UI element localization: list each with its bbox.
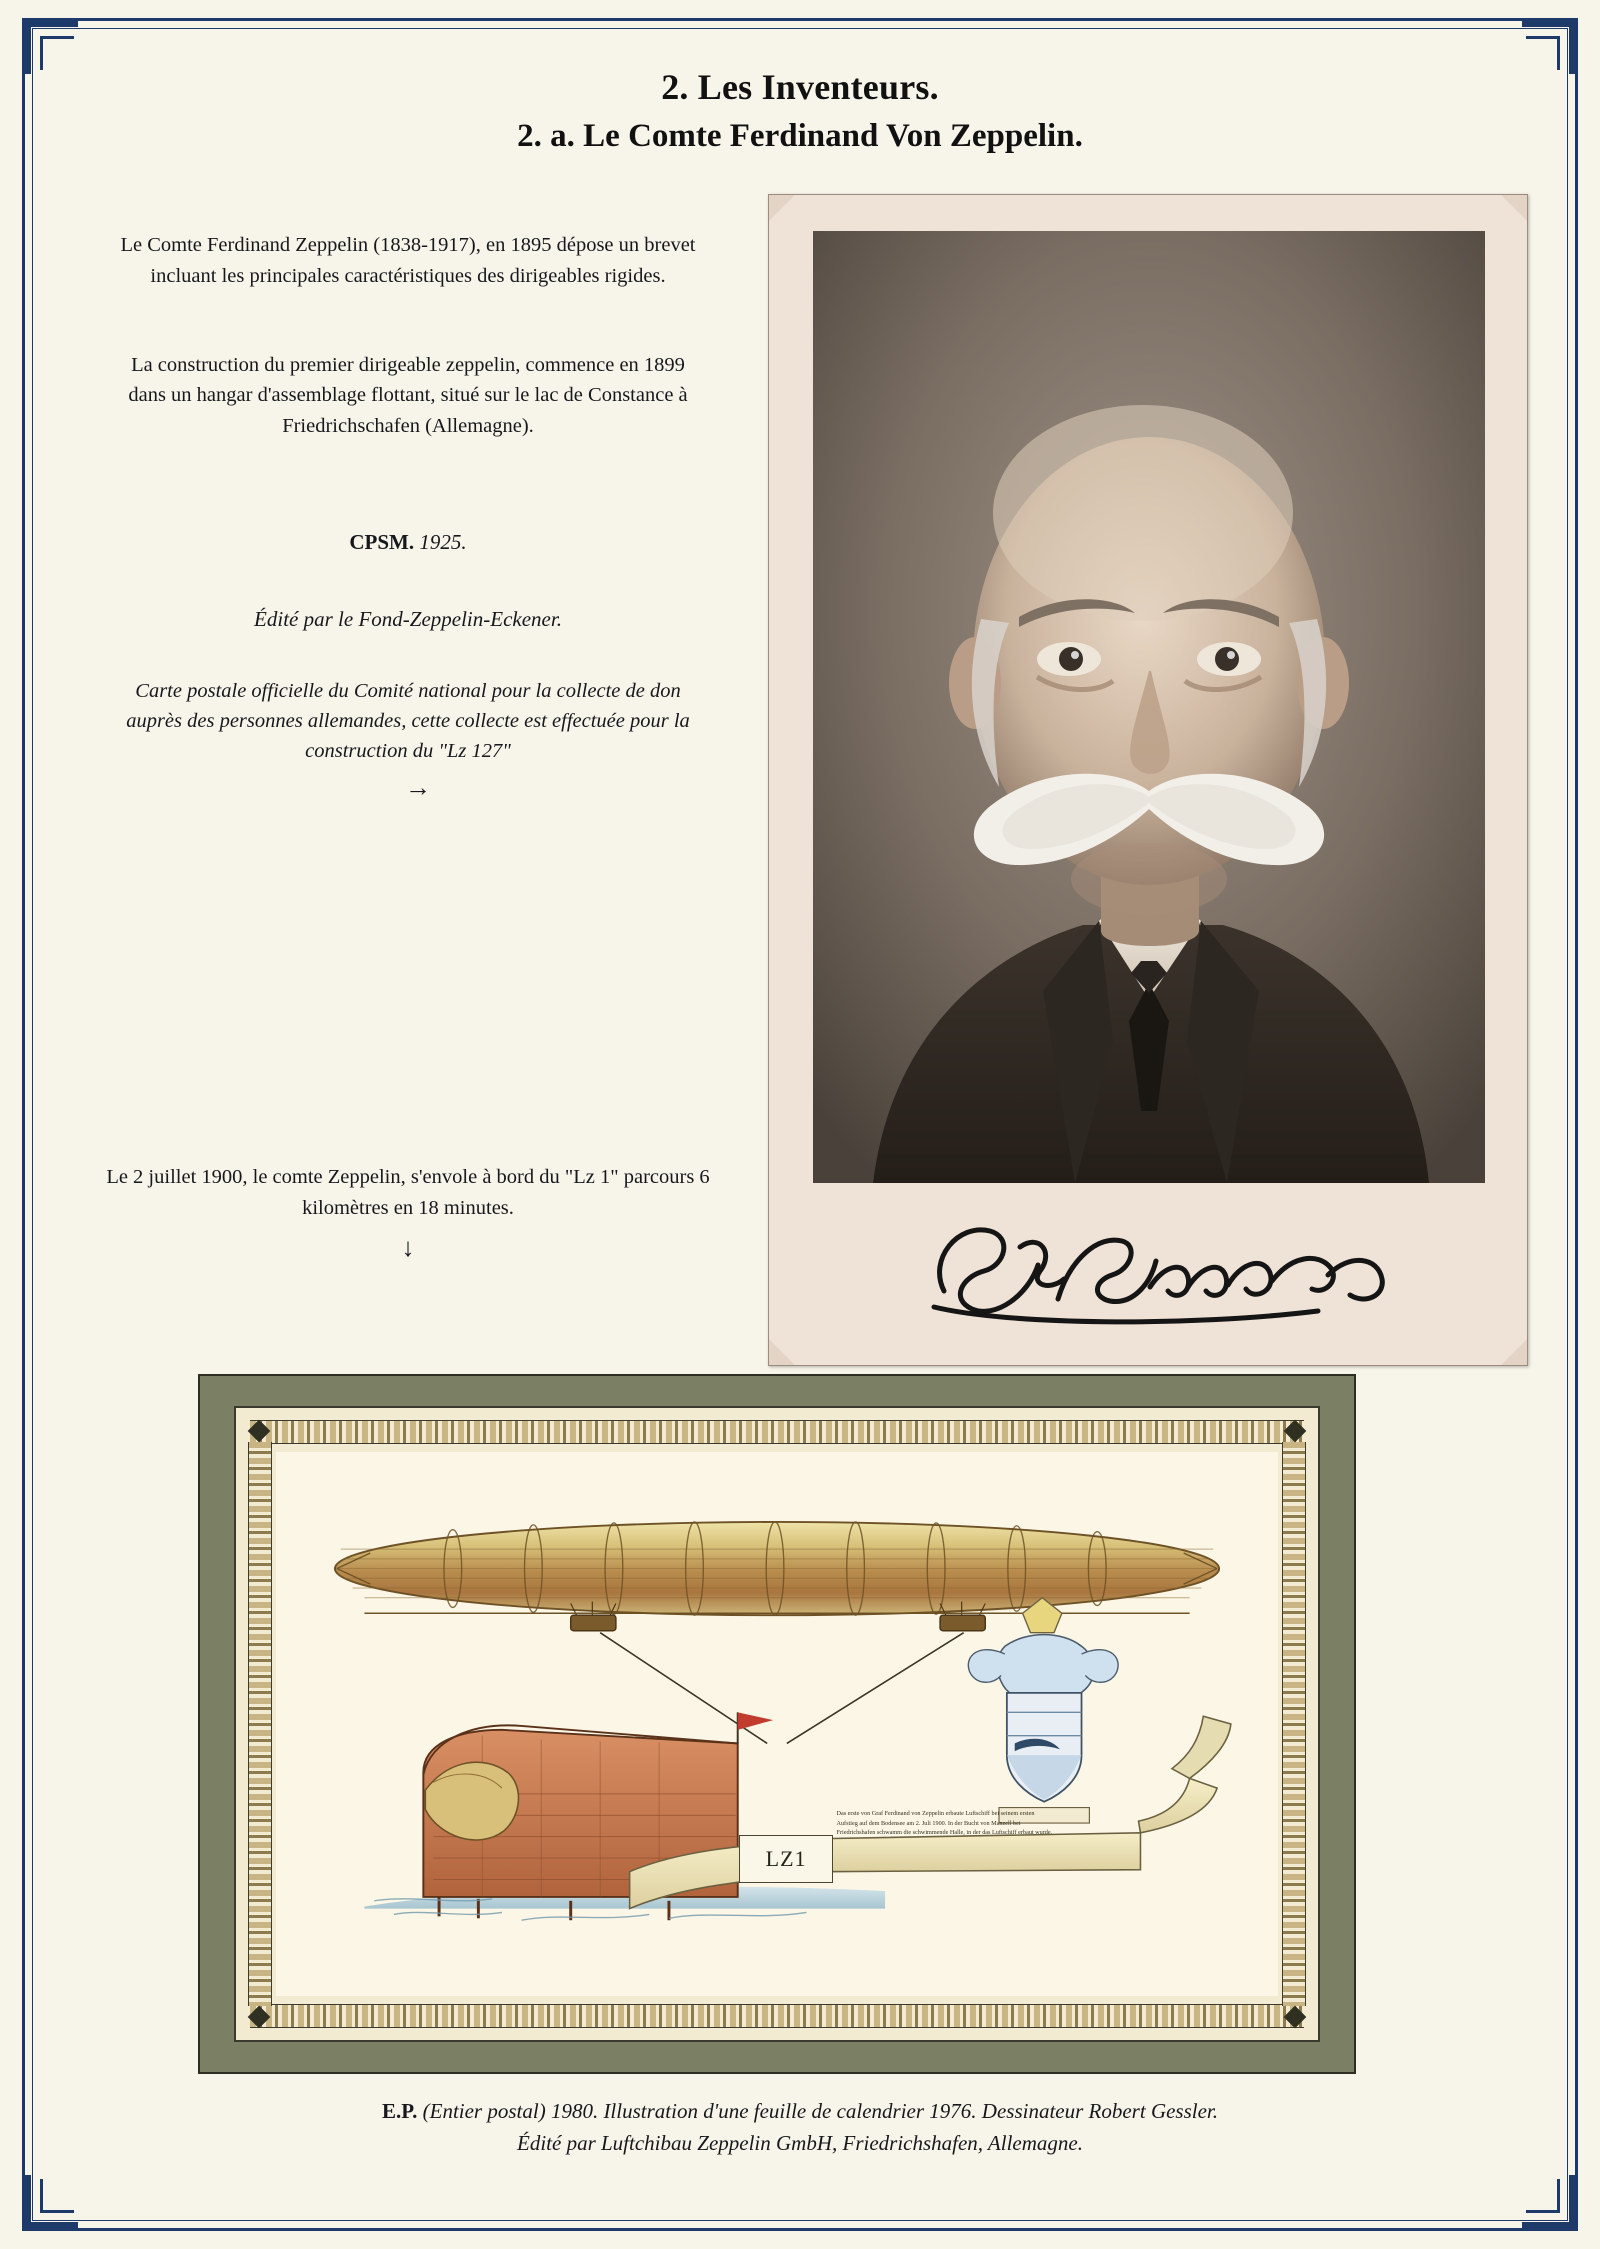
page-content — [50, 44, 1550, 2205]
page-title: 2. Les Inventeurs. — [661, 67, 939, 107]
ornamental-band-left — [248, 1442, 272, 2006]
german-caption-text: Das erste von Graf Ferdinand von Zeppelin erbaute Luftschiff bei seinem ersten Aufstieg auf dem Bodensee am 2. Juli 1900. In der Bucht von Manzell bei Friedrichshafen schwamm die schwimmende Halle, in der das Luftschiff erbaut wurde. — [836, 1810, 1053, 1836]
ornamental-band-bottom — [250, 2004, 1304, 2028]
cpsm-year: 1925. — [414, 529, 467, 554]
lz1-flight-note-block — [78, 1162, 738, 1267]
entier-postal-inner — [234, 1406, 1320, 2042]
zeppelin-portrait-photo — [813, 231, 1485, 1183]
page-subtitle: 2. a. Le Comte Ferdinand Von Zeppelin. — [517, 118, 1083, 154]
left-text-column — [78, 230, 738, 803]
ornamental-band-right — [1282, 1442, 1306, 2006]
paragraph-patent: Le Comte Ferdinand Zeppelin (1838-1917), en 1895 dépose un brevet incluant les principales caractéristiques des dirigeables rigides. — [120, 234, 696, 287]
bottom-caption — [150, 2096, 1450, 2159]
entier-postal-card — [198, 1374, 1356, 2074]
arrow-right-icon: → — [405, 772, 431, 802]
editor-line: Édité par le Fond-Zeppelin-Eckener. — [254, 606, 562, 631]
ep-label: E.P. — [381, 2099, 418, 2123]
lz1-flight-note: Le 2 juillet 1900, le comte Zeppelin, s'envole à bord du "Lz 1" parcours 6 kilomètres en 18 minutes. — [106, 1166, 710, 1219]
caption-line1: (Entier postal) 1980. Illustration d'une feuille de calendrier 1976. Dessinateur Robert Gessler. — [417, 2099, 1219, 2123]
ornamental-band-top — [250, 1420, 1304, 1444]
cpsm-line — [78, 530, 738, 555]
portrait-postcard — [768, 194, 1528, 1366]
cpsm-label: CPSM. — [349, 529, 415, 554]
card-description: Carte postale officielle du Comité national pour la collecte de don auprès des personnes allemandes, cette collecte est effectuée pour la construction du "Lz 127" — [126, 679, 690, 763]
zeppelin-signature — [769, 1195, 1527, 1345]
postcard-corner-tl — [769, 195, 795, 221]
lz1-banner-label: LZ1 — [739, 1835, 833, 1883]
lz1-illustration — [276, 1452, 1278, 1996]
arrow-down-icon: ↓ — [401, 1232, 415, 1262]
postcard-corner-tr — [1501, 195, 1527, 221]
paragraph-construction: La construction du premier dirigeable zeppelin, commence en 1899 dans un hangar d'assemblage flottant, situé sur le lac de Constance à Friedrichschafen (Allemagne). — [128, 353, 688, 437]
caption-line2: Édité par Luftchibau Zeppelin GmbH, Friedrichshafen, Allemagne. — [517, 2130, 1083, 2155]
